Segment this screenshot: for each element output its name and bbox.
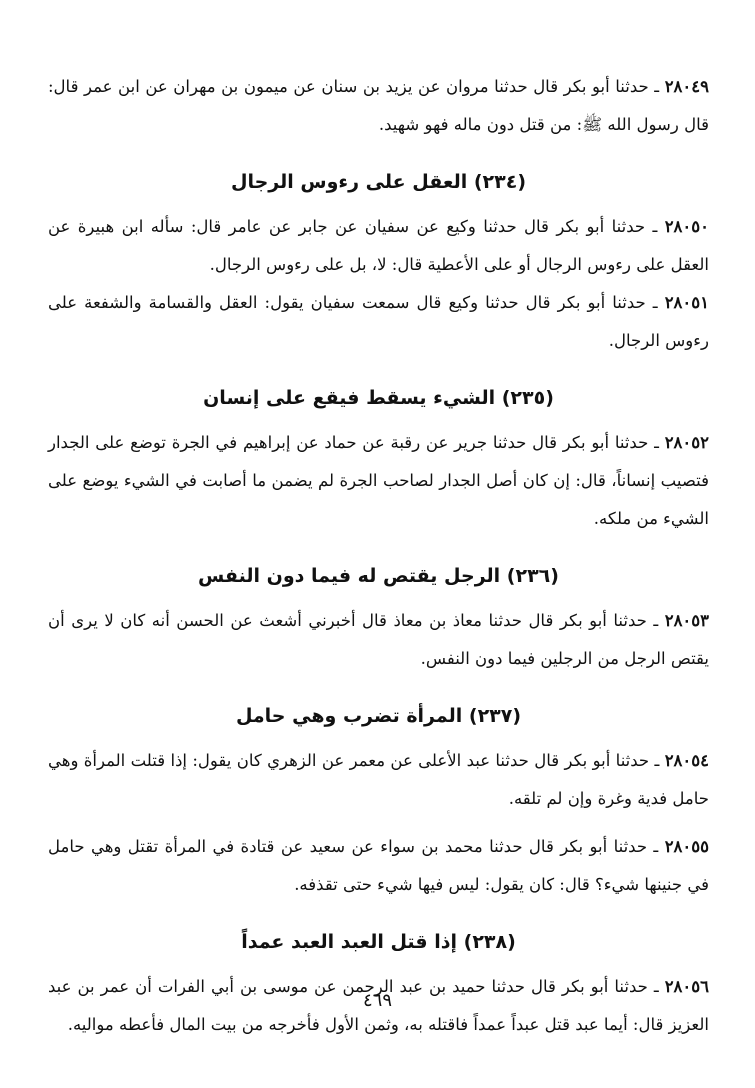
section-heading-235: (٢٣٥) الشيء يسقط فيقع على إنسان xyxy=(203,387,554,409)
entry-28053 xyxy=(48,602,709,678)
entry-28054 xyxy=(48,742,709,818)
section-heading-237: (٢٣٧) المرأة تضرب وهي حامل xyxy=(235,705,522,727)
entry-28050 xyxy=(48,208,709,284)
entry-text: ـ حدثنا أبو بكر قال حدثنا عبد الأعلى عن معمر عن الزهري كان يقول: إذا قتلت المرأة وهي حامل فدية وغرة وإن لم تلقه. xyxy=(48,751,709,808)
section-heading-234: (٢٣٤) العقل على رءوس الرجال xyxy=(230,171,527,193)
entry-number: ٢٨٠٤٩ xyxy=(664,77,709,96)
entry-28052 xyxy=(48,424,709,538)
entry-number: ٢٨٠٥٤ xyxy=(664,751,709,770)
entry-text: ـ حدثنا أبو بكر قال حدثنا وكيع قال سمعت سفيان يقول: العقل والقسامة والشفعة على رءوس الرجال. xyxy=(48,293,709,350)
entry-number: ٢٨٠٥٣ xyxy=(664,611,710,630)
entry-number: ٢٨٠٥٢ xyxy=(664,433,709,452)
entry-number: ٢٨٠٥٥ xyxy=(664,837,709,856)
entry-number: ٢٨٠٥٦ xyxy=(664,977,709,996)
entry-28051 xyxy=(48,284,709,360)
entry-28049 xyxy=(48,68,709,144)
entry-text: ـ حدثنا أبو بكر قال حدثنا وكيع عن سفيان عن جابر عن عامر قال: سأله ابن هبيرة عن العقل على رءوس الرجال أو على الأعطية قال: لا، بل على رءوس الرجال. xyxy=(48,217,709,274)
entry-text: ـ حدثنا أبو بكر قال حدثنا محمد بن سواء عن سعيد عن قتادة في المرأة تقتل وهي حامل في جنينها شيء؟ قال: كان يقول: ليس فيها شيء حتى تقذفه. xyxy=(48,837,709,894)
section-heading-238: (٢٣٨) إذا قتل العبد العبد عمداً xyxy=(241,931,516,953)
entry-text: ـ حدثنا أبو بكر قال حدثنا معاذ بن معاذ قال أخبرني أشعث عن الحسن أنه كان لا يرى أن يقتص الرجل من الرجلين فيما دون النفس. xyxy=(48,611,709,668)
entry-number: ٢٨٠٥١ xyxy=(664,293,709,312)
entry-number: ٢٨٠٥٠ xyxy=(664,217,709,236)
entry-text: ـ حدثنا أبو بكر قال حدثنا جرير عن رقبة عن حماد عن إبراهيم في الجرة توضع على الجدار فتصيب إنساناً، قال: إن كان أصل الجدار لصاحب الجرة لم يضمن ما أصابت في الشيء يوضع على الشيء من ملكه. xyxy=(48,433,709,528)
entry-text: ـ حدثنا أبو بكر قال حدثنا مروان عن يزيد بن سنان عن ميمون بن مهران عن ابن عمر قال: قال رسول الله ﷺ: من قتل دون ماله فهو شهيد. xyxy=(48,77,709,134)
section-heading-236: (٢٣٦) الرجل يقتص له فيما دون النفس xyxy=(198,565,559,587)
entry-text: ـ حدثنا أبو بكر قال حدثنا حميد بن عبد الرحمن عن موسى بن أبي الفرات أن عمر بن عبد العزيز قال: أيما عبد قتل عبداً عمداً فاقتله به، وثمن الأول فأخرجه من بيت المال فأعطه مواليه. xyxy=(48,977,709,1034)
page-number: ٤٦٩ xyxy=(362,990,392,1011)
entry-28055 xyxy=(48,828,709,904)
